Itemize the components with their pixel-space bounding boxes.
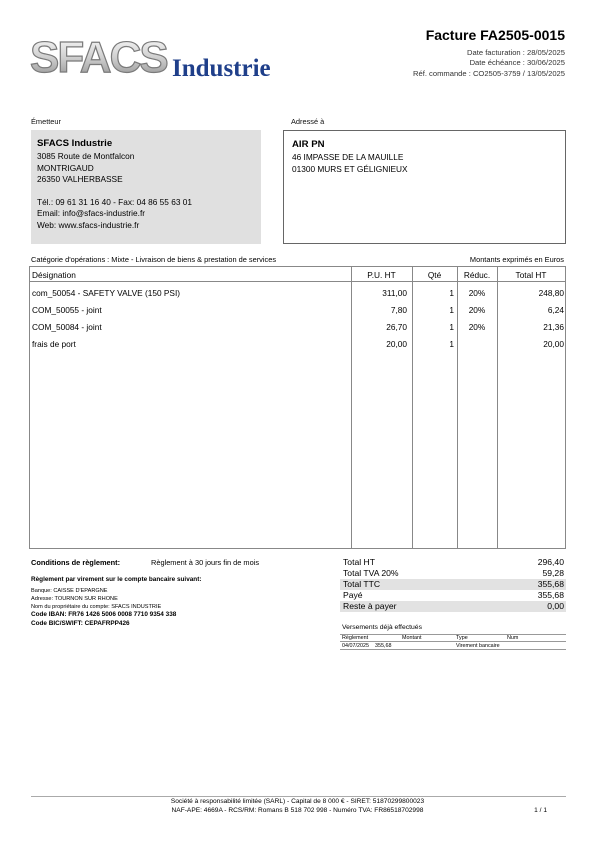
paid-row [340,590,566,601]
currency-note: Montants exprimés en Euros [469,255,564,264]
paid-label: Payé [343,590,363,600]
total-tva-value: 59,28 [542,568,564,578]
sender-box [31,130,261,244]
row-total: 6,24 [547,305,564,315]
footer-legal-line1: Société à responsabilité limitée (SARL) - Capital de 8 000 € - SIRET: 51870299800023 [170,798,425,805]
page-number: 1 / 1 [534,807,547,814]
sender-address1: 3085 Route de Montfalcon [37,151,135,161]
row-designation: COM_50055 - joint [32,305,102,315]
recipient-address2: 01300 MURS ET GÉLIGNIEUX [292,163,408,174]
payments-header-num: Num [507,634,519,641]
row-discount: 20% [468,288,486,298]
total-ttc-value: 355,68 [537,579,564,589]
sender-address3: 26350 VALHERBASSE [37,174,123,184]
payments-title: Versements déjà effectués [342,624,422,631]
payment-terms-value: Règlement à 30 jours fin de mois [151,558,260,567]
footer-divider [31,796,566,797]
bic-code: Code BIC/SWIFT: CEPAFRPP426 [31,620,130,627]
due-date: Date échéance : 30/06/2025 [469,58,565,68]
payment-date: 04/07/2025 [342,642,369,649]
total-tva-label: Total TVA 20% [343,568,399,578]
payment-type: Virement bancaire [456,642,500,649]
remaining-row [340,601,566,612]
items-table [29,266,566,549]
recipient-box [283,130,566,244]
header-unit-price: P.U. HT [367,270,396,280]
sender-label: Émetteur [31,117,61,126]
total-ht-label: Total HT [343,557,375,567]
header-quantity: Qté [427,270,442,280]
sender-web[interactable]: Web: www.sfacs-industrie.fr [37,219,140,230]
logo-sfacs: SFACS [30,33,167,82]
invoice-meta [413,48,565,79]
payment-amount: 355,68 [375,642,392,649]
row-discount: 20% [468,305,486,315]
row-quantity: 1 [449,305,454,315]
row-quantity: 1 [449,322,454,332]
header-discount: Réduc. [463,270,491,280]
invoice-date: Date facturation : 28/05/2025 [467,48,565,57]
row-unit-price: 311,00 [382,288,407,298]
row-total: 248,80 [538,288,564,298]
row-designation: com_50054 - SAFETY VALVE (150 PSI) [32,288,181,298]
bank-name: Banque: CAISSE D'EPARGNE [31,588,108,594]
footer-legal-line2: NAF-APE: 4669A - RCS/RM: Romans B 518 702 998 - Numéro TVA: FR86518702998 [171,807,424,814]
sender-phone: Tél.: 09 61 31 16 40 - Fax: 04 86 55 63 01 [37,196,192,207]
total-ht-row [340,557,566,568]
logo-industrie: Industrie [172,55,271,82]
row-unit-price: 20,00 [386,339,407,349]
payments-header-amount: Montant [402,634,422,641]
row-designation: frais de port [32,339,76,349]
total-ht-value: 296,40 [537,557,564,567]
sender-address2: MONTRIGAUD [37,162,94,173]
invoice-title: Facture FA2505-0015 [425,27,565,43]
payments-header-type: Type [456,634,468,641]
sender-email[interactable]: Email: info@sfacs-industrie.fr [37,208,146,218]
company-logo [30,32,290,82]
remaining-value: 0,00 [547,601,564,611]
payments-table [340,634,566,650]
recipient-label: Adressé à [291,117,325,126]
row-total: 20,00 [543,339,564,349]
operation-category: Catégorie d'opérations : Mixte - Livraison de biens & prestation de services [31,255,277,264]
account-owner: Nom du propriétaire du compte: SFACS INDUSTRIE [31,604,162,610]
header-total: Total HT [515,270,547,280]
payment-terms-label: Conditions de règlement: [31,558,121,567]
total-ttc-row [340,579,566,590]
iban-code: Code IBAN: FR76 1426 5006 0008 7710 9354 338 [31,611,177,618]
row-designation: COM_50084 - joint [32,322,102,332]
recipient-address1: 46 IMPASSE DE LA MAUILLE [292,152,404,162]
logo-graphic [30,32,290,82]
bank-transfer-title: Règlement par virement sur le compte bancaire suivant: [31,576,202,583]
paid-value: 355,68 [537,590,564,600]
order-reference: Réf. commande : CO2505-3759 / 13/05/2025 [413,68,565,78]
row-unit-price: 7,80 [390,305,407,315]
row-unit-price: 26,70 [386,322,407,332]
bank-address: Adresse: TOURNON SUR RHONE [31,596,118,602]
row-quantity: 1 [449,339,454,349]
row-quantity: 1 [449,288,454,298]
row-discount: 20% [468,322,486,332]
header-designation: Désignation [32,270,76,280]
total-ttc-label: Total TTC [343,579,381,589]
total-tva-row [340,568,566,579]
sender-name: SFACS Industrie [37,138,113,149]
row-total: 21,36 [543,322,564,332]
remaining-label: Reste à payer [343,601,397,611]
payments-header-settlement: Règlement [342,634,369,641]
recipient-name: AIR PN [292,139,325,150]
